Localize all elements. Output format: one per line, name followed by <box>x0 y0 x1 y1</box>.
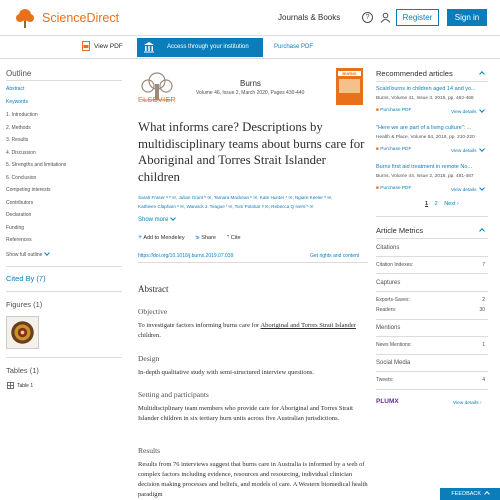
outline-item-funding[interactable]: Funding <box>6 225 25 231</box>
tables-heading: Tables (1) <box>6 366 39 375</box>
show-more-button[interactable] <box>138 216 175 223</box>
page-1[interactable]: 1 <box>425 201 429 207</box>
author-list[interactable] <box>138 193 370 211</box>
pdf-icon <box>82 41 90 51</box>
chevron-down-icon <box>45 250 51 256</box>
pdf-icon: ■ <box>376 147 379 152</box>
plumx-logo[interactable]: PLUMX <box>376 398 399 405</box>
outline-item-abstract[interactable]: Abstract <box>6 86 25 92</box>
show-full-outline-label: Show full outline <box>6 252 43 258</box>
readers-value: 30 <box>479 307 485 313</box>
divider <box>6 266 122 267</box>
divider <box>6 357 122 358</box>
plus-icon: + <box>138 234 143 241</box>
purchase-pdf-label: Purchase PDF <box>380 186 412 191</box>
recommended-purchase-1[interactable] <box>376 108 411 113</box>
metrics-view-details-link[interactable]: View details › <box>453 401 482 406</box>
divider <box>6 291 122 292</box>
divider <box>376 389 488 390</box>
doi-link[interactable]: https://doi.org/10.1016/j.burns.2019.07.039 <box>138 253 234 259</box>
outline-item-contributors[interactable]: Contributors <box>6 200 34 206</box>
elsevier-tree-logo[interactable] <box>14 7 36 29</box>
journal-issue-link[interactable]: Volume 46, Issue 2, March 2020, Pages 430-440 <box>196 90 305 96</box>
chevron-down-icon <box>171 215 177 221</box>
chevron-up-icon[interactable] <box>479 228 485 234</box>
setting-heading: Setting and participants <box>138 390 209 399</box>
recommended-title-3[interactable]: Burns first aid treatment in remote No... <box>376 164 472 170</box>
recommended-journal-2: Health & Place, Volume 54, 2018, pp. 210-220 <box>376 135 475 140</box>
sign-in-button[interactable]: Sign in <box>447 9 487 26</box>
chevron-down-icon <box>479 146 485 152</box>
captures-heading: Captures <box>376 280 401 286</box>
recommended-journal-3: Burns, Volume 44, Issue 2, 2018, pp. 481-487 <box>376 174 474 179</box>
get-rights-link[interactable]: Get rights and content <box>310 253 360 259</box>
outline-item-methods[interactable]: 2. Methods <box>6 125 31 131</box>
article-actions <box>138 234 241 241</box>
divider <box>376 291 488 292</box>
citations-heading: Citations <box>376 245 400 251</box>
outline-item-discussion[interactable]: 4. Discussion <box>6 150 36 156</box>
outline-item-competing-interests[interactable]: Competing interests <box>6 187 51 193</box>
objective-text-part: To investigate factors informing burns care for <box>138 322 261 329</box>
show-more-label: Show more <box>138 217 169 223</box>
divider <box>376 336 488 337</box>
citation-indexes-label: Citation Indexes: <box>376 262 414 268</box>
outline-item-strengths[interactable]: 5. Strengths and limitations <box>6 162 67 168</box>
share-icon: ⪖ <box>195 235 200 241</box>
setting-text: Multidisciplinary team members who provide care for Aboriginal and Torres Strait Islander children in six tertiary burn units across five Australian jurisdictions. <box>138 405 353 422</box>
outline-item-keywords[interactable]: Keywords <box>6 99 28 105</box>
share-label: Share <box>201 235 216 241</box>
divider <box>376 371 488 372</box>
objective-text-part: children. <box>138 332 161 339</box>
results-text: Results from 76 interviews suggest that burns care in Australia is informed by a web of complex factors including evidence, resources and resourcing, individual clinician decision making processes and beliefs, and models of care. A Western biomedical health paradigm <box>138 461 368 498</box>
table-icon <box>7 382 14 389</box>
recommended-journal-1: Burns, Volume 41, Issue 3, 2015, pp. 462-468 <box>376 96 474 101</box>
chevron-down-icon <box>479 185 485 191</box>
recommended-purchase-2[interactable] <box>376 147 411 152</box>
news-mentions-value: 1 <box>482 342 485 348</box>
next-page-button[interactable]: Next › <box>444 201 459 207</box>
social-media-heading: Social Media <box>376 360 411 366</box>
tweets-label: Tweets: <box>376 377 394 383</box>
author-line[interactable]: Sarah Fraser ᵃ ᵇ ✉, Julian Grant ᵇ ✉, Tamara Mackean ᵇ ✉, Kate Hunter ᶜ ✉, Ngiare Keeler ᵈ ✉, <box>138 195 333 200</box>
elsevier-wordmark: ELSEVIER <box>138 97 177 104</box>
sciencedirect-logo-text[interactable]: ScienceDirect <box>42 11 120 25</box>
show-full-outline-button[interactable] <box>6 251 49 258</box>
page-2[interactable]: 2 <box>434 201 438 207</box>
pdf-icon: ■ <box>376 186 379 191</box>
recommended-details-1[interactable] <box>451 108 484 115</box>
design-heading: Design <box>138 354 160 363</box>
institution-icon <box>143 41 155 53</box>
cover-title: BURNS <box>338 71 361 76</box>
journal-name-link[interactable]: Burns <box>240 79 261 88</box>
outline-item-declaration[interactable]: Declaration <box>6 212 32 218</box>
outline-item-results[interactable]: 3. Results <box>6 137 29 143</box>
view-details-label: View details <box>451 149 477 154</box>
outline-item-conclusion[interactable]: 6. Conclusion <box>6 175 37 181</box>
next-label: Next <box>444 201 456 207</box>
cite-label: Cite <box>230 235 241 241</box>
chevron-down-icon <box>479 107 485 113</box>
feedback-button[interactable] <box>440 488 500 500</box>
divider <box>376 354 488 355</box>
outline-heading: Outline <box>6 69 32 78</box>
objective-text <box>138 321 370 341</box>
mentions-heading: Mentions <box>376 325 401 331</box>
citation-indexes-value: 7 <box>482 262 485 268</box>
recommended-title-2[interactable]: "Here we are part of a living culture": ... <box>376 125 472 131</box>
cover-art <box>339 79 360 93</box>
access-institution-button[interactable]: Access through your institution <box>137 38 263 57</box>
recommended-title-1[interactable]: Scald burns in children aged 14 and yo... <box>376 86 476 92</box>
recommended-details-2[interactable] <box>451 147 484 154</box>
help-icon[interactable]: ? <box>362 12 373 23</box>
divider <box>6 80 122 81</box>
pagination <box>425 201 459 207</box>
view-details-label: View details <box>453 401 479 406</box>
feedback-label: FEEDBACK <box>451 491 482 497</box>
exports-label: Exports-Saves: <box>376 297 410 303</box>
purchase-pdf-label: Purchase PDF <box>380 147 412 152</box>
figures-heading: Figures (1) <box>6 300 43 309</box>
journal-cover-image[interactable] <box>336 68 363 105</box>
abstract-heading: Abstract <box>138 284 169 294</box>
pdf-icon: ■ <box>376 108 379 113</box>
objective-heading: Objective <box>138 307 168 316</box>
figure-thumbnail[interactable] <box>6 316 39 349</box>
cite-button[interactable] <box>227 235 241 241</box>
quote-icon: ” <box>226 235 230 241</box>
recommended-articles-heading: Recommended articles <box>376 69 453 78</box>
outline-item-introduction[interactable]: 1. Introduction <box>6 112 38 118</box>
readers-label: Readers: <box>376 307 397 313</box>
share-button[interactable] <box>195 235 216 241</box>
article-metrics-heading: Article Metrics <box>376 226 424 235</box>
results-heading: Results <box>138 446 161 455</box>
view-details-label: View details <box>451 110 477 115</box>
article-title: What informs care? Descriptions by multidisciplinary teams about burns care for Aboriginal and Torres Strait Islander children <box>138 120 365 184</box>
purchase-pdf-link[interactable]: Purchase PDF <box>274 44 314 50</box>
recommended-details-3[interactable] <box>451 186 484 193</box>
exports-value: 2 <box>482 297 485 303</box>
divider <box>376 273 488 274</box>
cited-by-link[interactable]: Cited By (7) <box>6 274 46 283</box>
view-details-label: View details <box>451 188 477 193</box>
divider <box>376 216 488 217</box>
journals-books-link[interactable]: Journals & Books <box>278 13 341 22</box>
chevron-up-icon[interactable] <box>479 71 485 77</box>
author-line[interactable]: Kathleen Clapham ᵉ ✉, Warwick J. Teague ᶠ ✉, Tom Potokar ᵍ ✉, Rebecca Q Ivers ʰ ✉ <box>138 204 314 209</box>
divider <box>376 319 488 320</box>
outline-item-references[interactable]: References <box>6 237 32 243</box>
add-to-mendeley-button[interactable] <box>138 235 185 241</box>
divider <box>376 81 488 82</box>
recommended-purchase-3[interactable] <box>376 186 411 191</box>
purchase-pdf-label: Purchase PDF <box>380 108 412 113</box>
tweets-value: 4 <box>482 377 485 383</box>
view-pdf-button[interactable]: View PDF <box>94 43 123 50</box>
table-1-link[interactable]: Table 1 <box>17 383 34 389</box>
chevron-up-icon <box>484 491 490 497</box>
design-text: In-depth qualitative study with semi-structured interview questions. <box>138 369 315 376</box>
add-to-mendeley-label: Add to Mendeley <box>143 235 185 241</box>
divider <box>376 238 488 239</box>
topic-link[interactable]: Aboriginal and Torres Strait Islander <box>260 322 356 329</box>
divider <box>376 256 488 257</box>
news-mentions-label: News Mentions: <box>376 342 412 348</box>
person-icon[interactable] <box>380 12 391 23</box>
register-button[interactable]: Register <box>396 9 439 26</box>
